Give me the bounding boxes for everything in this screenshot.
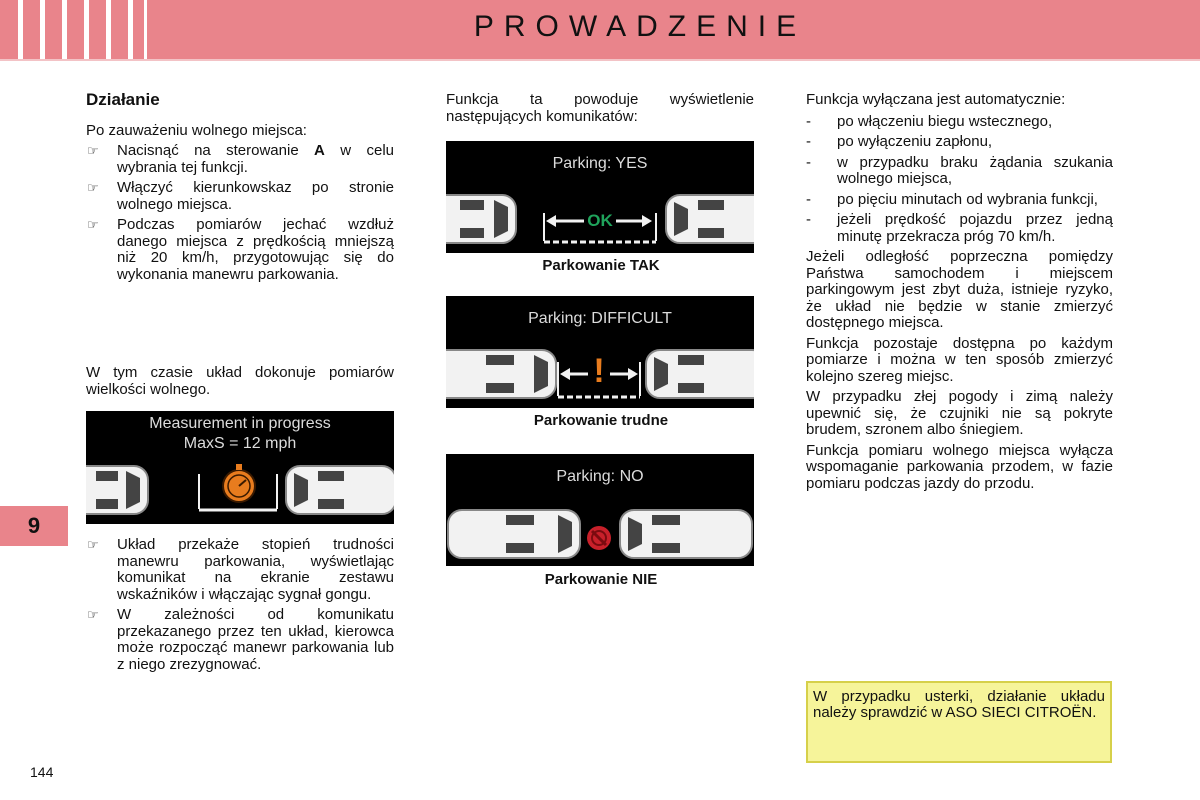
car-right-icon: [666, 195, 754, 243]
screen-message: Parking: YES: [552, 155, 648, 172]
list-item: [806, 155, 1113, 188]
paragraph: Jeżeli odległość poprzeczna pomiędzy Państwa samochodem i miejscem parkingowym jest zbyt duża, istnieje ryzyko, że układ nie będzie w stanie zmierzyć dostępnego miejsca.: [806, 248, 1113, 331]
intro-text: Po zauważeniu wolnego miejsca:: [86, 121, 307, 139]
car-left-icon: [448, 510, 580, 558]
header-divider: [0, 59, 1200, 61]
list-item: [86, 607, 394, 673]
chapter-tab[interactable]: 9: [0, 506, 68, 546]
auto-off-conditions: [806, 114, 1113, 246]
header-stripe: [40, 0, 45, 60]
list-item: [806, 192, 1113, 209]
screens-intro: Funkcja ta powoduje wyświetlenie następujących komunikatów:: [446, 91, 754, 125]
measuring-text: W tym czasie układ dokonuje pomiarów wielkości wolnego.: [86, 364, 394, 398]
pointing-hand-icon: ☞: [87, 607, 99, 622]
pointing-hand-icon: ☞: [87, 180, 99, 195]
arrow-right-icon: [610, 368, 638, 380]
dash-bullet: -: [806, 211, 811, 228]
result-list: [86, 537, 394, 673]
screen-message: Parking: NO: [556, 468, 644, 485]
column-1-lower: [86, 537, 394, 677]
stopwatch-icon: [223, 464, 255, 502]
list-item: [806, 212, 1113, 245]
no-entry-icon: [587, 526, 611, 550]
parking-difficult-screen: [446, 296, 754, 408]
list-item: [86, 143, 394, 176]
header-stripe: [62, 0, 67, 60]
control-a-label: A: [314, 142, 325, 159]
header-stripe: [18, 0, 23, 60]
warning-icon: !: [593, 352, 605, 390]
dash-bullet: -: [806, 190, 811, 208]
list-item-text: Włączyć kierunkowskaz po stronie wolnego miejsca.: [117, 179, 394, 213]
parking-yes-graphic: [446, 183, 754, 253]
car-right-icon: [286, 466, 394, 514]
parking-difficult-graphic: [446, 338, 754, 408]
list-item: [86, 537, 394, 603]
ok-symbol: OK: [587, 211, 613, 230]
car-left-icon: [86, 466, 148, 514]
caption-parking-difficult: Parkowanie trudne: [533, 412, 669, 429]
paragraph: Funkcja pomiaru wolnego miejsca wyłącza wspomaganie parkowania przodem, w fazie pomiaru podczas jazdy do przodu.: [806, 441, 1113, 492]
screen-line-2: MaxS = 12 mph: [183, 435, 297, 452]
parking-no-graphic: [446, 496, 754, 566]
pointing-hand-icon: ☞: [87, 217, 99, 232]
page-number: 144: [30, 764, 54, 780]
auto-off-intro: Funkcja wyłączana jest automatycznie:: [806, 91, 1066, 108]
list-item: [806, 134, 1113, 151]
screen-message: Parking: DIFFICULT: [528, 310, 672, 327]
list-item-text: W zależności od komunikatu przekazanego przez ten układ, kierowca może rozpocząć manewr parkowania lub z niego zrezygnować.: [117, 606, 394, 673]
list-item-text: jeżeli prędkość pojazdu przez jedną minutę przekracza próg 70 km/h.: [837, 211, 1113, 245]
measurement-screen: [86, 411, 394, 524]
pointing-hand-icon: ☞: [87, 537, 99, 552]
parking-yes-screen: [446, 141, 754, 253]
column-3: [806, 92, 1113, 492]
list-item: [86, 180, 394, 213]
dash-bullet: -: [806, 153, 811, 171]
list-item-text: Układ przekaże stopień trudności manewru parkowania, wyświetlając komunikat na ekranie zestawu wskaźników i włączając sygnał gongu.: [117, 536, 394, 603]
service-note: W przypadku usterki, działanie układu należy sprawdzić w ASO SIECI CITROËN.: [806, 681, 1112, 763]
header-stripe: [84, 0, 89, 60]
car-right-icon: [646, 350, 754, 398]
list-item-text: po wyłączeniu zapłonu,: [837, 133, 993, 150]
list-item-text: po włączeniu biegu wstecznego,: [837, 112, 1053, 130]
arrow-left-icon: [560, 368, 588, 380]
screen-line-1: Measurement in progress: [149, 415, 331, 432]
list-item: [806, 114, 1113, 131]
list-item: [86, 217, 394, 283]
dash-bullet: -: [806, 112, 811, 130]
header-stripe: [128, 0, 133, 60]
step-list: [86, 143, 394, 283]
car-left-icon: [446, 350, 556, 398]
header-stripe: [106, 0, 111, 60]
car-left-icon: [446, 195, 516, 243]
list-item-text: Nacisnąć na sterowanie: [117, 142, 315, 159]
measurement-graphic: [86, 454, 394, 524]
pointing-hand-icon: ☞: [87, 143, 99, 158]
caption-parking-yes: Parkowanie TAK: [542, 257, 660, 274]
parking-no-screen: [446, 454, 754, 566]
paragraph: W przypadku złej pogody i zimą należy upewnić się, że czujniki nie są pokryte brudem, szronem albo śniegiem.: [806, 388, 1113, 438]
list-item-text: w przypadku braku żądania szukania wolnego miejsca,: [837, 153, 1113, 187]
caption-parking-no: Parkowanie NIE: [544, 571, 658, 588]
list-item-text: Podczas pomiarów jechać wzdłuż danego miejsca z prędkością mniejszą niż 20 km/h, przygotowując się do wykonania manewru parkowania.: [117, 216, 394, 283]
dash-bullet: -: [806, 133, 811, 150]
section-heading: Działanie: [86, 90, 160, 109]
car-right-icon: [620, 510, 752, 558]
page-title: PROWADZENIE: [473, 10, 807, 43]
column-1: [86, 92, 394, 287]
header-stripe: [144, 0, 147, 60]
paragraph: Funkcja pozostaje dostępna po każdym pomiarze i można w ten sposób zmierzyć kolejno szereg miejsc.: [806, 334, 1113, 385]
list-item-text: w celu wybrania tej funkcji.: [117, 142, 394, 176]
list-item-text: po pięciu minutach od wybrania funkcji,: [837, 190, 1098, 208]
